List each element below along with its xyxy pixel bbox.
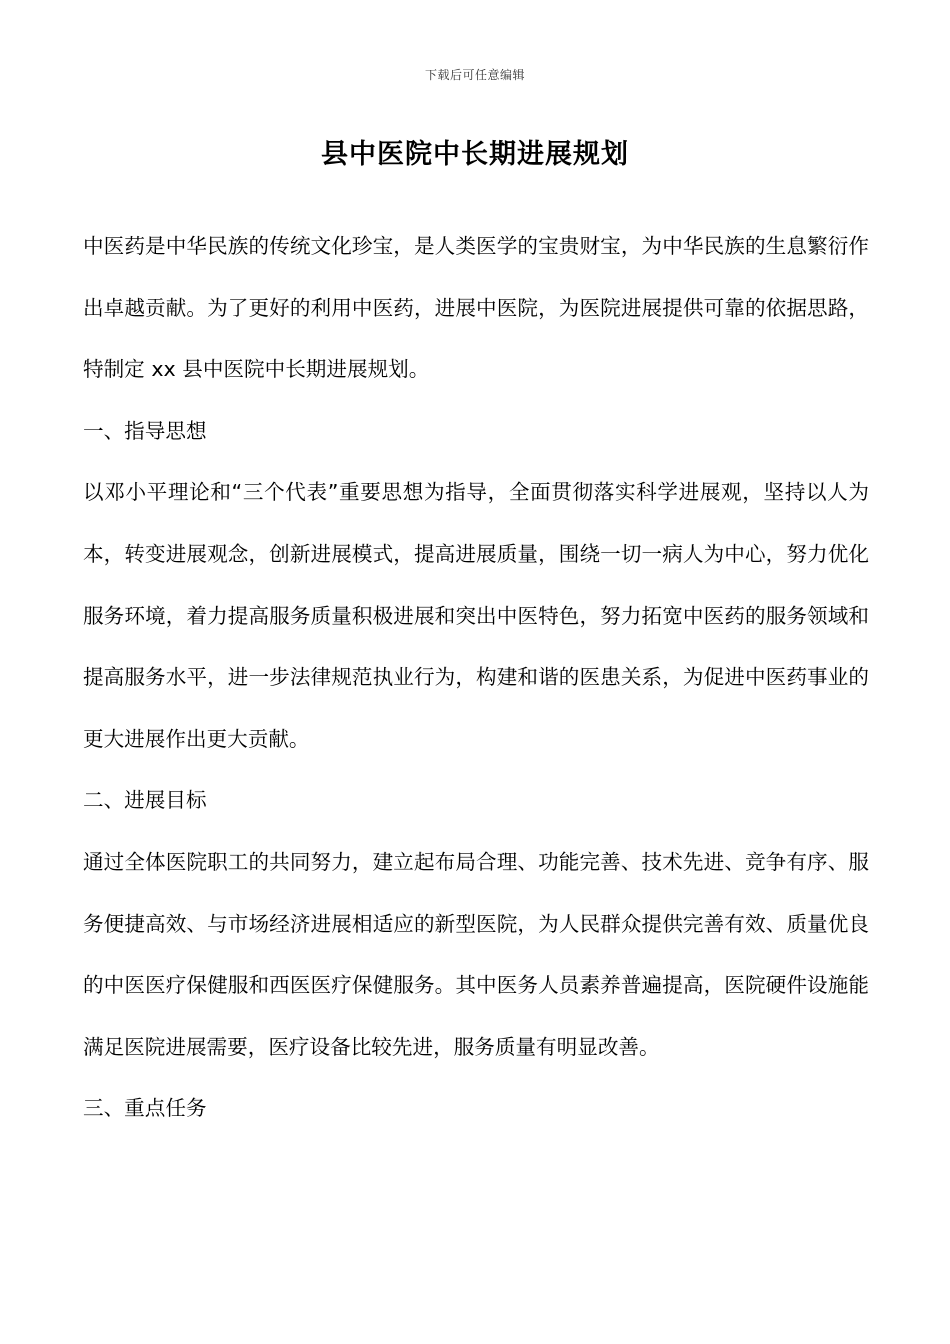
section-heading-guiding-ideology: 一、指导思想 <box>83 418 207 443</box>
document-body <box>83 216 869 1140</box>
section-paragraph-guiding-ideology: 以邓小平理论和“三个代表”重要思想为指导，全面贯彻落实科学进展观，坚持以人为本，转变进展观念，创新进展模式，提高进展质量，围绕一切一病人为中心，努力优化服务环境，着力提高服务质量积极进展和突出中医特色，努力拓宽中医药的服务领域和提高服务水平，进一步法律规范执业行为，构建和谐的医患关系，为促进中医药事业的更大进展作出更大贡献。 <box>83 480 869 751</box>
section-paragraph-development-goals: 通过全体医院职工的共同努力，建立起布局合理、功能完善、技术先进、竞争有序、服务便捷高效、与市场经济进展相适应的新型医院，为人民群众提供完善有效、质量优良的中医医疗保健服和西医医疗保健服务。其中医务人员素养普遍提高，医院硬件设施能满足医院进展需要，医疗设备比较先进，服务质量有明显改善。 <box>83 849 869 1059</box>
section-heading-key-tasks: 三、重点任务 <box>83 1096 207 1121</box>
section-heading-development-goals: 二、进展目标 <box>83 788 207 813</box>
document-title: 县中医院中长期进展规划 <box>321 139 629 170</box>
header-note: 下载后可任意编辑 <box>424 68 525 82</box>
intro-paragraph: 中医药是中华民族的传统文化珍宝，是人类医学的宝贵财宝，为中华民族的生息繁衍作出卓越贡献。为了更好的利用中医药，进展中医院，为医院进展提供可靠的依据思路，特制定 xx 县中医院中长期进展规划。 <box>83 234 869 382</box>
